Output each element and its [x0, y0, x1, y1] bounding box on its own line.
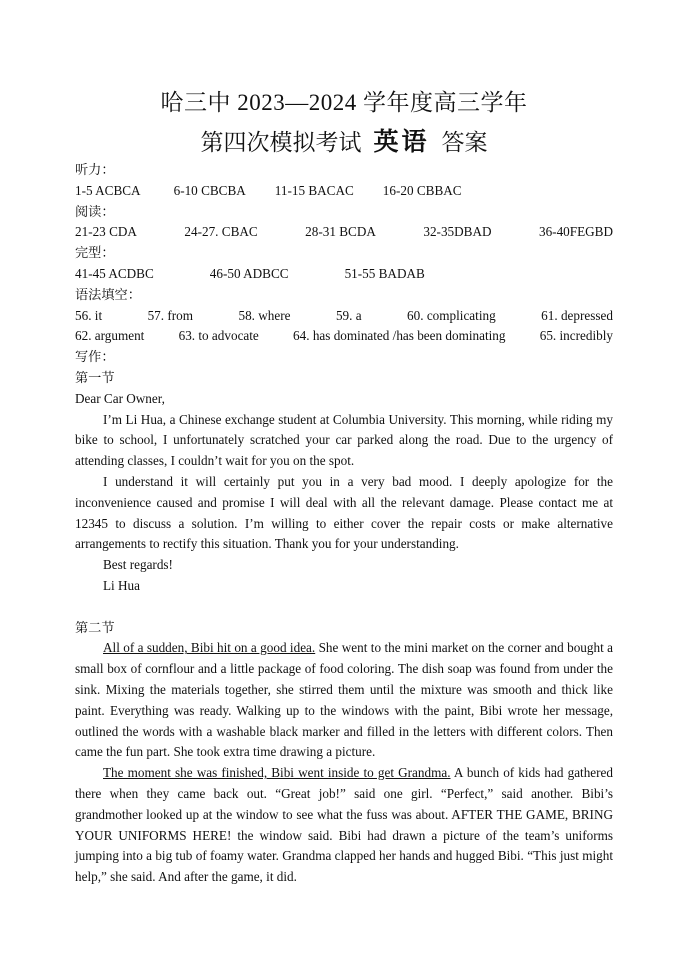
answer-group: 16-20 CBBAC	[382, 182, 462, 198]
listening-answers	[75, 181, 613, 202]
answer-group: 1-5 ACBCA	[75, 182, 141, 198]
answer-group: 46-50 ADBCC	[209, 265, 289, 281]
grammar-answers-row1	[75, 306, 613, 327]
section2-label: 第二节	[75, 619, 115, 635]
answer-group: 24-27. CBAC	[184, 224, 258, 240]
reading-heading: 阅读：	[75, 203, 115, 219]
story-paragraph-1	[75, 638, 613, 763]
page-title-line2	[0, 122, 688, 158]
answer-group: 32-35DBAD	[423, 224, 492, 240]
answer-group: 36-40FEGBD	[538, 224, 613, 240]
answer-item: 57. from	[147, 307, 193, 323]
letter-paragraph: I’m Li Hua, a Chinese exchange student at Columbia University. This morning, while riding my bike to school, I unfortunately scratched your car parked along the road. Due to the urgency of attending classes, I couldn’t wait for you on the spot.	[75, 411, 613, 469]
underlined-opening-sentence: All of a sudden, Bibi hit on a good idea.	[103, 640, 316, 656]
letter-salutation: Dear Car Owner,	[75, 390, 165, 406]
listening-heading: 听力：	[75, 162, 115, 177]
answer-group: 11-15 BACAC	[274, 182, 354, 198]
answer-item: 65. incredibly	[539, 328, 613, 344]
answer-group: 51-55 BADAB	[344, 265, 425, 281]
answer-item: 60. complicating	[407, 307, 496, 323]
reading-answers	[75, 222, 613, 243]
section1-label: 第一节	[75, 369, 115, 385]
paragraph-text: A bunch of kids had gathered there when they came back out. “Great job!” said one girl. “Perfect,” said another. Bibi’s grandmother looked up at the window to see what the fuss was about. AFTER THE GAME, BRING YOUR UNIFORMS HERE! the window said. Bibi had drawn a picture of the team’s uniforms jumping into a big tub of foamy water. Grandma clapped her hands and hugged Bibi. “This just might help,” she said. And after the game, it did.	[75, 765, 613, 885]
answer-item: 64. has dominated /has been dominating	[293, 328, 506, 344]
cloze-answers	[75, 264, 613, 285]
title-subject: 英语	[373, 127, 430, 156]
spacer	[75, 597, 613, 618]
writing-heading: 写作：	[75, 349, 115, 365]
page-title-line1: 哈三中 2023—2024 学年度高三学年	[160, 90, 528, 115]
answer-group: 28-31 BCDA	[305, 224, 376, 240]
answer-item: 61. depressed	[541, 307, 613, 323]
answer-body	[75, 160, 613, 888]
grammar-heading: 语法填空：	[75, 286, 141, 302]
answer-item: 58. where	[238, 307, 291, 323]
answer-item: 63. to advocate	[178, 328, 259, 344]
answer-group: 21-23 CDA	[75, 224, 137, 240]
answer-item: 62. argument	[75, 328, 145, 344]
cloze-heading: 完型：	[75, 245, 115, 261]
grammar-answers-row2	[75, 326, 613, 347]
answer-item: 59. a	[335, 307, 362, 323]
title-exam-name: 第四次模拟考试	[200, 130, 362, 155]
paragraph-text: She went to the mini market on the corner and bought a small box of cornflour and a little package of food coloring. The dish soap was found from under the sink. Mixing the materials together, she stirred them until the mixture was smooth and thick like paint. Everything was ready. Walking up to the windows with the paint, Bibi wrote her message, outlined the words with a washable black marker and filled in the letters with different colors. Then came the fun part. She took extra time drawing a picture.	[75, 640, 613, 760]
title-answer-label: 答案	[441, 130, 488, 155]
answer-group: 41-45 ACDBC	[75, 265, 154, 281]
letter-closing: Best regards!	[103, 557, 173, 573]
underlined-opening-sentence: The moment she was finished, Bibi went inside to get Grandma.	[103, 765, 451, 781]
letter-paragraph: I understand it will certainly put you in a very bad mood. I deeply apologize for the inconvenience caused and promise I will deal with all the relevant damage. Please contact me at 12345 to discuss a solution. I’m willing to either cover the repair costs or make alternative arrangements to rectify this situation. Thank you for your understanding.	[75, 473, 613, 552]
answer-item: 56. it	[75, 307, 103, 323]
answer-group: 6-10 CBCBA	[173, 182, 246, 198]
story-paragraph-2	[75, 763, 613, 888]
letter-signature: Li Hua	[103, 577, 140, 593]
